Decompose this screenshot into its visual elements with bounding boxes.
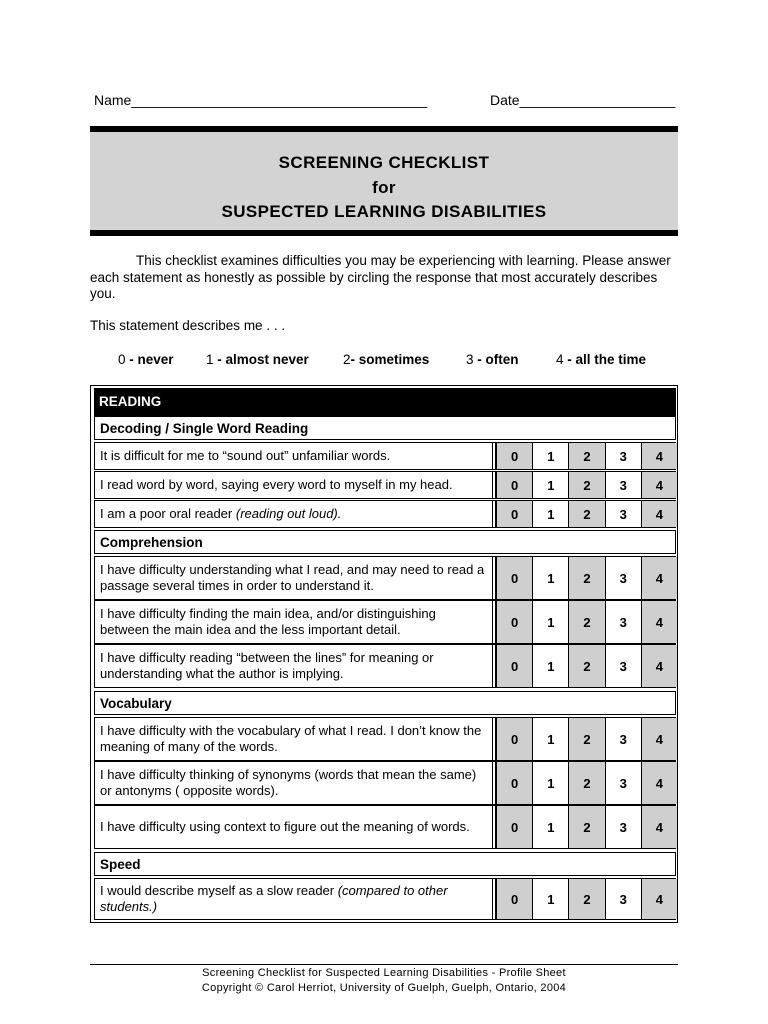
response-option-2[interactable]: 2 [568, 501, 604, 527]
question-text: I read word by word, saying every word to myself in my head. [100, 476, 453, 492]
question-row [94, 717, 676, 761]
title-line-1: SCREENING CHECKLIST [278, 153, 490, 172]
title-line-3: SUSPECTED LEARNING DISABILITIES [221, 202, 547, 221]
response-option-0[interactable]: 0 [495, 762, 532, 804]
response-option-1[interactable]: 1 [532, 806, 568, 848]
subsection-header: Speed [94, 852, 676, 876]
response-option-4[interactable]: 4 [641, 718, 677, 760]
scale-item-0 [118, 352, 174, 367]
response-option-4[interactable]: 4 [641, 762, 677, 804]
scale-item-3 [466, 352, 519, 367]
response-option-2[interactable]: 2 [568, 443, 604, 469]
response-option-4[interactable]: 4 [641, 601, 677, 643]
question-cell [95, 601, 493, 643]
question-cell [95, 472, 493, 498]
response-option-2[interactable]: 2 [568, 762, 604, 804]
scale-label: - never [125, 352, 174, 367]
describes-prompt: This statement describes me . . . [90, 318, 286, 333]
response-options [495, 472, 677, 498]
question-row [94, 471, 676, 499]
scale-item-1 [206, 352, 309, 367]
response-option-1[interactable]: 1 [532, 472, 568, 498]
response-option-0[interactable]: 0 [495, 472, 532, 498]
response-option-2[interactable]: 2 [568, 879, 604, 919]
response-option-2[interactable]: 2 [568, 601, 604, 643]
name-field[interactable]: Name______________________________________ [94, 92, 428, 108]
response-option-4[interactable]: 4 [641, 501, 677, 527]
question-text: I have difficulty understanding what I read, and may need to read a passage several times in order to understand it. [100, 561, 485, 593]
title-banner [90, 126, 678, 236]
question-text: It is difficult for me to “sound out” unfamiliar words. [100, 447, 391, 463]
question-row [94, 600, 676, 644]
response-option-3[interactable]: 3 [605, 472, 641, 498]
scale-label: - all the time [563, 352, 647, 367]
question-cell [95, 879, 493, 919]
response-option-3[interactable]: 3 [605, 645, 641, 687]
response-option-4[interactable]: 4 [641, 557, 677, 599]
scale-item-2 [343, 352, 429, 367]
response-options [495, 762, 677, 804]
question-text: I have difficulty reading “between the lines” for meaning or understanding what the author is implying. [100, 649, 434, 681]
response-option-3[interactable]: 3 [605, 557, 641, 599]
response-option-0[interactable]: 0 [495, 443, 532, 469]
question-text: I have difficulty with the vocabulary of what I read. I don’t know the meaning of many of the words. [100, 722, 482, 754]
question-cell [95, 645, 493, 687]
question-text: I have difficulty thinking of synonyms (words that mean the same) or antonyms ( opposite words). [100, 766, 477, 798]
footer-line-2: Copyright © Carol Herriot, University of Guelph, Guelph, Ontario, 2004 [201, 982, 567, 994]
response-options [495, 501, 677, 527]
subsection-header: Comprehension [94, 530, 676, 554]
scale-number: 3 [466, 352, 474, 367]
response-scale [0, 352, 768, 370]
question-cell [95, 557, 493, 599]
scale-number: 1 [206, 352, 214, 367]
question-text: I am a poor oral reader [100, 505, 236, 521]
response-option-0[interactable]: 0 [495, 806, 532, 848]
response-options [495, 601, 677, 643]
response-option-4[interactable]: 4 [641, 645, 677, 687]
scale-number: 0 [118, 352, 126, 367]
response-options [495, 645, 677, 687]
question-italic-note: (reading out loud). [235, 505, 342, 521]
scale-number: 2 [343, 352, 351, 367]
response-option-4[interactable]: 4 [641, 443, 677, 469]
response-option-4[interactable]: 4 [641, 472, 677, 498]
response-option-2[interactable]: 2 [568, 645, 604, 687]
intro-paragraph [90, 253, 678, 303]
response-option-1[interactable]: 1 [532, 762, 568, 804]
checklist-table [90, 385, 678, 923]
response-option-3[interactable]: 3 [605, 806, 641, 848]
response-option-3[interactable]: 3 [605, 601, 641, 643]
question-row [94, 644, 676, 688]
question-row [94, 500, 676, 528]
response-options [495, 879, 677, 919]
question-row [94, 761, 676, 805]
response-option-0[interactable]: 0 [495, 557, 532, 599]
question-text: I have difficulty finding the main idea, and/or distinguishing between the main idea and the less important detail. [100, 605, 436, 637]
response-option-0[interactable]: 0 [495, 601, 532, 643]
response-option-4[interactable]: 4 [641, 879, 677, 919]
section-header-reading: READING [94, 388, 676, 417]
response-options [495, 443, 677, 469]
question-cell [95, 806, 493, 848]
response-option-2[interactable]: 2 [568, 557, 604, 599]
response-option-3[interactable]: 3 [605, 443, 641, 469]
response-option-0[interactable]: 0 [495, 718, 532, 760]
response-option-1[interactable]: 1 [532, 645, 568, 687]
response-option-0[interactable]: 0 [495, 645, 532, 687]
response-option-3[interactable]: 3 [605, 501, 641, 527]
footer-line-1: Screening Checklist for Suspected Learning Disabilities - Profile Sheet [202, 967, 566, 979]
response-option-3[interactable]: 3 [605, 879, 641, 919]
response-option-1[interactable]: 1 [532, 443, 568, 469]
response-options [495, 718, 677, 760]
question-text: I would describe myself as a slow reader [100, 882, 338, 898]
scale-label: - often [473, 352, 519, 367]
name-date-line [94, 92, 678, 110]
response-option-3[interactable]: 3 [605, 718, 641, 760]
response-option-3[interactable]: 3 [605, 762, 641, 804]
footer-divider [90, 964, 678, 965]
response-option-1[interactable]: 1 [532, 718, 568, 760]
question-cell [95, 443, 493, 469]
question-row [94, 878, 676, 920]
scale-number: 4 [556, 352, 564, 367]
subsection-header: Vocabulary [94, 691, 676, 715]
scale-label: - sometimes [350, 352, 430, 367]
question-cell [95, 718, 493, 760]
response-option-4[interactable]: 4 [641, 806, 677, 848]
question-italic-note: (compared to other students.) [100, 882, 448, 914]
subsection-header: Decoding / Single Word Reading [94, 416, 676, 440]
date-field[interactable]: Date____________________ [490, 92, 676, 108]
scale-label: - almost never [213, 352, 309, 367]
response-option-1[interactable]: 1 [532, 601, 568, 643]
question-row [94, 556, 676, 600]
response-option-0[interactable]: 0 [495, 501, 532, 527]
response-option-1[interactable]: 1 [532, 501, 568, 527]
question-row [94, 442, 676, 470]
question-cell [95, 762, 493, 804]
footer [90, 966, 678, 996]
question-text: I have difficulty using context to figure out the meaning of words. [100, 818, 470, 834]
response-option-1[interactable]: 1 [532, 879, 568, 919]
response-options [495, 557, 677, 599]
response-option-2[interactable]: 2 [568, 718, 604, 760]
intro-text: This checklist examines difficulties you may be experiencing with learning. Please answer each statement as honestly as possible by circling the response that most accurately describes you. [90, 253, 671, 301]
response-option-0[interactable]: 0 [495, 879, 532, 919]
scale-item-4 [556, 352, 646, 367]
response-option-1[interactable]: 1 [532, 557, 568, 599]
response-option-2[interactable]: 2 [568, 806, 604, 848]
response-options [495, 806, 677, 848]
question-row [94, 805, 676, 849]
response-option-2[interactable]: 2 [568, 472, 604, 498]
title-line-2: for [372, 178, 396, 197]
question-cell [95, 501, 493, 527]
